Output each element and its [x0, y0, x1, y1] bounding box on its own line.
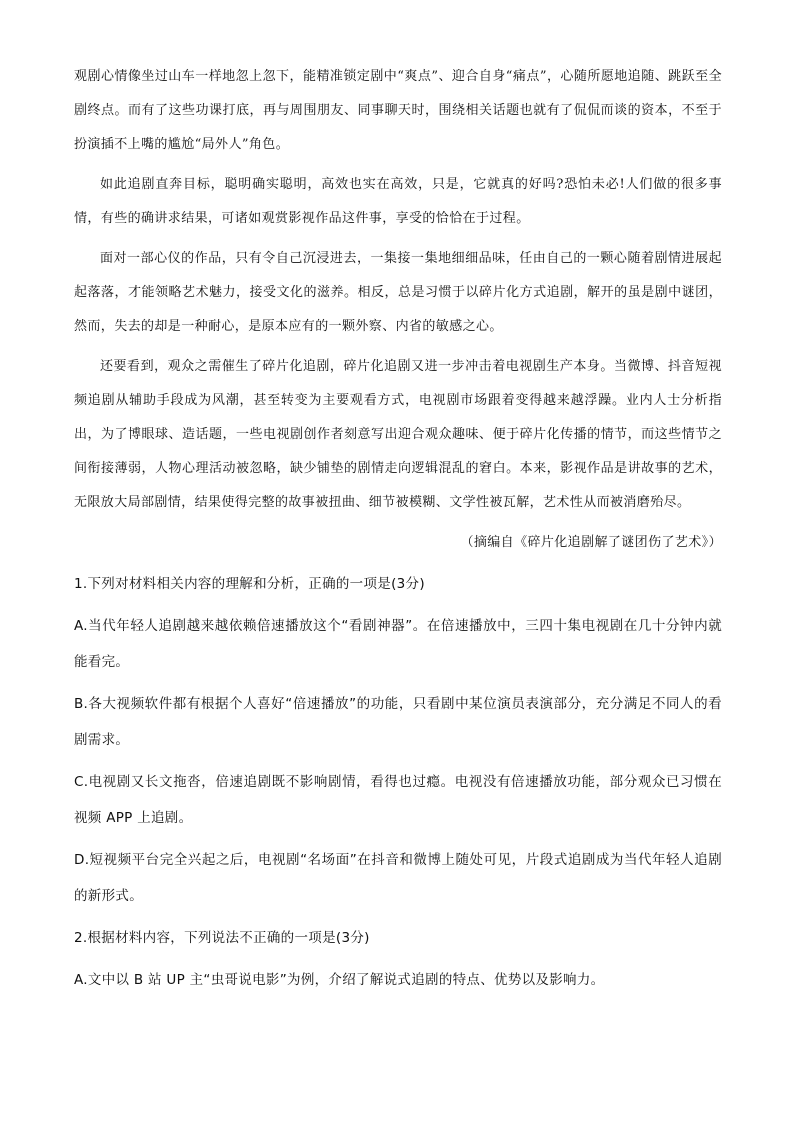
question-1-option-d: D.短视频平台完全兴起之后，电视剧“名场面”在抖音和微博上随处可见，片段式追剧成为当代年轻人追剧的新形式。	[74, 852, 722, 904]
passage-paragraph-4: 还要看到，观众之需催生了碎片化追剧，碎片化追剧又进一步冲击着电视剧生产本身。当微博、抖音短视频追剧从辅助手段成为风潮，甚至转变为主要观看方式，电视剧市场跟着变得越来越浮躁。业内人士分析指出，为了博眼球、造话题，一些电视剧创作者刻意写出迎合观众趣味、便于碎片化传播的情节，而这些情节之间衔接薄弱，人物心理活动被忽略，缺少铺垫的剧情走向逻辑混乱的窘白。本来，影视作品是讲故事的艺术，无限放大局部剧情，结果使得完整的故事被扭曲、细节被模糊、文学性被瓦解，艺术性从而被消磨殆尽。	[74, 359, 722, 510]
document-page	[74, 60, 722, 998]
source-citation: （摘编自《碎片化追剧解了谜团伤了艺术》）	[460, 535, 722, 550]
question-1-stem: 1.下列对材料相关内容的理解和分析，正确的一项是(3分)	[74, 576, 425, 592]
passage-paragraph-2: 如此追剧直奔目标，聪明确实聪明，高效也实在高效，只是，它就真的好吗?恐怕未必!人们做的很多事情，有些的确讲求结果，可诸如观赏影视作品这件事，享受的恰恰在于过程。	[74, 177, 722, 226]
question-1-option-a: A.当代年轻人追剧越来越依赖倍速播放这个“看剧神器”。在倍速播放中，三四十集电视剧在几十分钟内就能看完。	[74, 618, 722, 670]
passage-paragraph-1: 观剧心情像坐过山车一样地忽上忽下，能精准锁定剧中“爽点”、迎合自身“痛点”，心随所愿地追随、跳跃至全剧终点。而有了这些功课打底，再与周围朋友、同事聊天时，围绕相关话题也就有了侃侃而谈的资本，不至于扮演插不上嘴的尴尬“局外人”角色。	[74, 69, 722, 152]
question-2-stem: 2.根据材料内容，下列说法不正确的一项是(3分)	[74, 930, 370, 946]
question-1-option-c: C.电视剧又长文拖沓，倍速追剧既不影响剧情，看得也过瘾。电视没有倍速播放功能，部分观众已习惯在视频 APP 上追剧。	[74, 774, 722, 826]
question-1-option-b: B.各大视频软件都有根据个人喜好“倍速播放”的功能，只看剧中某位演员表演部分，充分满足不同人的看剧需求。	[74, 696, 722, 748]
question-2-option-a: A.文中以 B 站 UP 主“虫哥说电影”为例，介绍了解说式追剧的特点、优势以及影响力。	[74, 972, 605, 988]
passage-paragraph-3: 面对一部心仪的作品，只有令自己沉浸进去，一集接一集地细细品味，任由自己的一颗心随着剧情进展起起落落，才能领略艺术魅力，接受文化的滋养。相反，总是习惯于以碎片化方式追剧，解开的虽是剧中谜团，然而，失去的却是一种耐心，是原本应有的一颗外察、内省的敏感之心。	[74, 251, 722, 334]
